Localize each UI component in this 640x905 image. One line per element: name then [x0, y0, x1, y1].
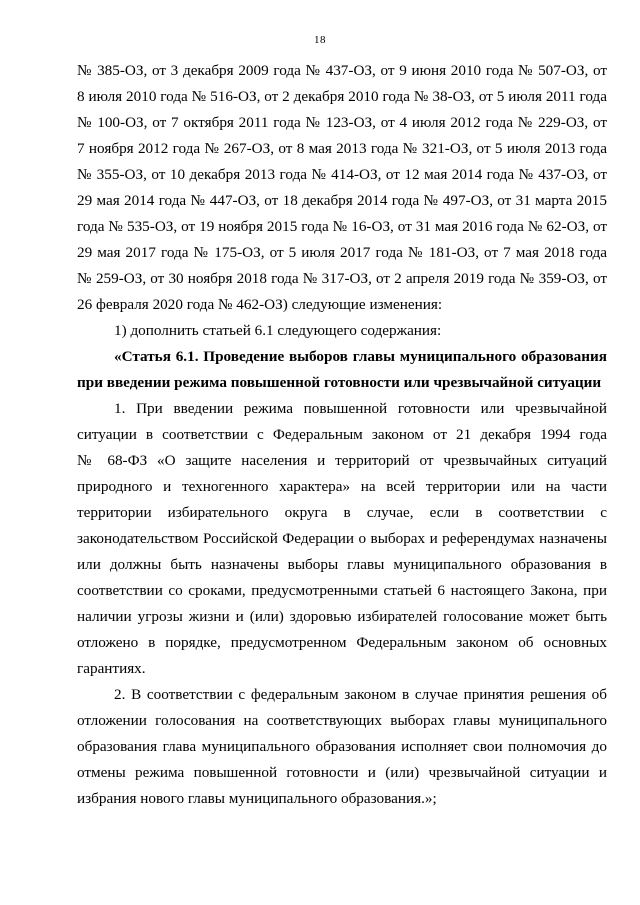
text-line: 29 мая 2014 года № 447-ОЗ, от 18 декабря 2014 года № 497-ОЗ, от 31 марта 2015 [77, 192, 607, 209]
text-line: отложено в порядке, предусмотренном Федеральным законом об основных [77, 634, 607, 651]
text-line: отложении голосования на соответствующих выборах главы муниципального [77, 712, 607, 729]
text-line: 29 мая 2017 года № 175-ОЗ, от 5 июля 2017 года № 181-ОЗ, от 7 мая 2018 года [77, 244, 607, 261]
text-line: ситуации в соответствии с Федеральным законом от 21 декабря 1994 года [77, 426, 607, 443]
text-line: отмены режима повышенной готовности и (или) чрезвычайной ситуации и [77, 764, 607, 781]
text-line: № 100-ОЗ, от 7 октября 2011 года № 123-ОЗ, от 4 июля 2012 года № 229-ОЗ, от [77, 114, 607, 131]
text-line: территории избирательного округа в случае, если в соответствии с [77, 504, 607, 521]
text-line: 26 февраля 2020 года № 462-ОЗ) следующие изменения: [77, 296, 443, 313]
text-line: 1) дополнить статьей 6.1 следующего содержания: [114, 322, 442, 339]
text-line: наличии угрозы жизни и (или) здоровью избирателей голосование может быть [77, 608, 607, 625]
text-line: избрания нового главы муниципального образования.»; [77, 790, 437, 807]
text-line: 8 июля 2010 года № 516-ОЗ, от 2 декабря 2010 года № 38-ОЗ, от 5 июля 2011 года [77, 88, 607, 105]
text-line: № 355-ОЗ, от 10 декабря 2013 года № 414-ОЗ, от 12 мая 2014 года № 437-ОЗ, от [77, 166, 607, 183]
document-body [77, 58, 607, 812]
text-line: 7 ноября 2012 года № 267-ОЗ, от 8 мая 2013 года № 321-ОЗ, от 5 июля 2013 года [77, 140, 607, 157]
page-number: 18 [314, 34, 326, 46]
text-line: гарантиях. [77, 660, 146, 677]
text-line: соответствии со сроками, предусмотренными статьей 6 настоящего Закона, при [77, 582, 607, 599]
text-line: при введении режима повышенной готовности или чрезвычайной ситуации [77, 374, 602, 391]
text-line: года № 535-ОЗ, от 19 ноября 2015 года № 16-ОЗ, от 31 мая 2016 года № 62-ОЗ, от [77, 218, 607, 235]
text-line: 2. В соответствии с федеральным законом в случае принятия решения об [114, 686, 607, 703]
text-line: № 259-ОЗ, от 30 ноября 2018 года № 317-ОЗ, от 2 апреля 2019 года № 359-ОЗ, от [77, 270, 607, 287]
text-line: природного и техногенного характера» на всей территории или на части [77, 478, 607, 495]
text-line: законодательством Российской Федерации о выборах и референдумах назначены [77, 530, 607, 547]
text-line: 1. При введении режима повышенной готовности или чрезвычайной [114, 400, 607, 417]
text-line: № 385-ОЗ, от 3 декабря 2009 года № 437-ОЗ, от 9 июня 2010 года № 507-ОЗ, от [77, 62, 607, 79]
text-line: «Статья 6.1. Проведение выборов главы муниципального образования [114, 348, 607, 365]
text-line: или должны быть назначены выборы главы муниципального образования в [77, 556, 607, 573]
text-line: образования глава муниципального образования исполняет свои полномочия до [77, 738, 607, 755]
text-line: № 68-ФЗ «О защите населения и территорий от чрезвычайных ситуаций [77, 452, 607, 469]
